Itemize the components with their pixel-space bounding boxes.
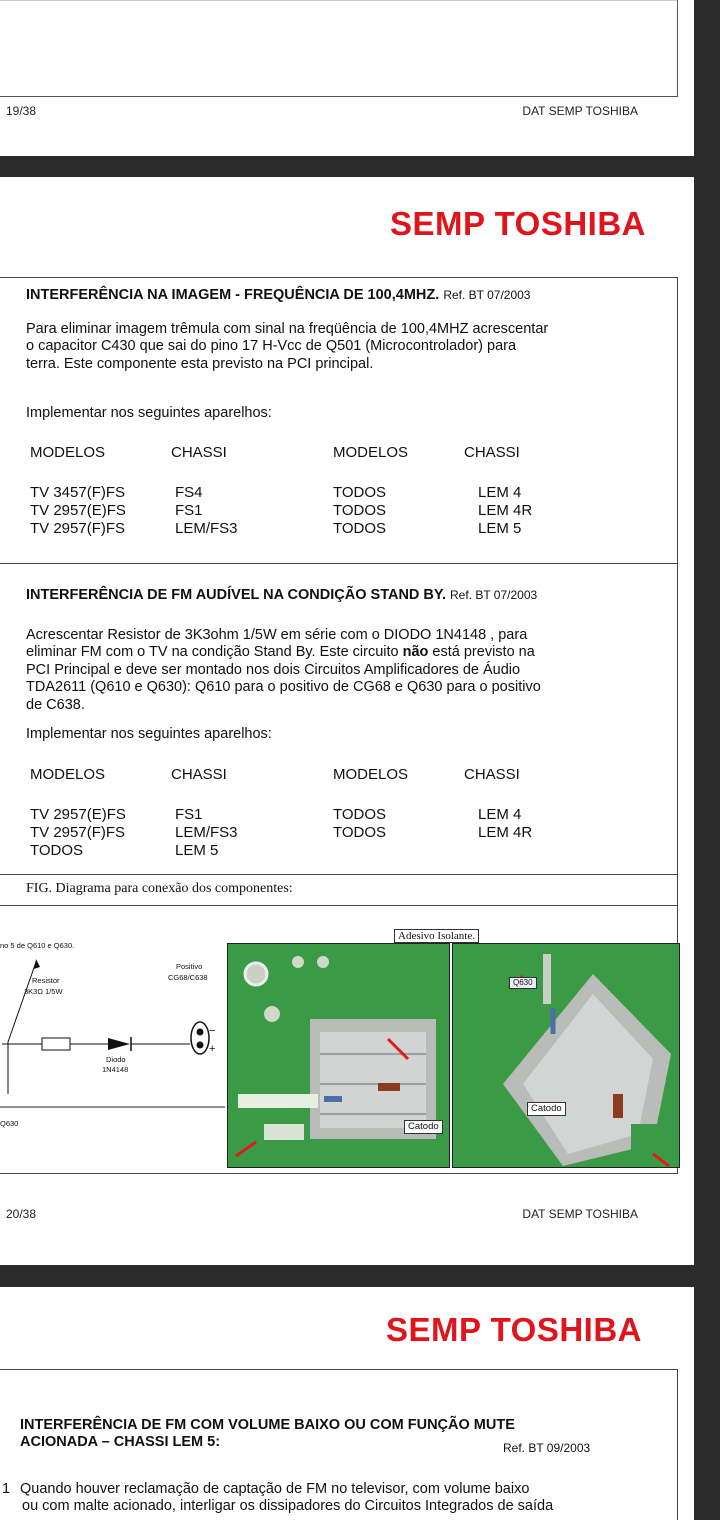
section-divider: [0, 563, 678, 564]
diode-label: Diodo: [106, 1055, 126, 1064]
pcb-photo-right: [452, 943, 680, 1168]
resistor-value: 3K3Ω 1/5W: [24, 987, 63, 996]
minus-sign: −: [209, 1025, 216, 1037]
list-number: 1: [2, 1481, 11, 1497]
resistor-label: Resistor: [32, 976, 60, 985]
pin-label: no 5 de Q610 e Q630.: [0, 941, 75, 950]
section-paragraph: Para eliminar imagem trêmula com sinal na freqüência de 100,4MHZ acrescentar o capacitor C430 que sai do pino 17 H-Vcc de Q501 (Microcontrolador) para terra. Este componente esta previsto na PCI principal.: [26, 321, 549, 372]
pcb-photo-left: [227, 943, 450, 1168]
implement-label: Implementar nos seguintes aparelhos:: [26, 405, 272, 421]
page-number: 19/38: [6, 104, 37, 118]
footer-company: DAT SEMP TOSHIBA: [522, 104, 638, 118]
q630-label: Q630: [0, 1119, 19, 1128]
section-paragraph: Quando houver reclamação de captação de FM no televisor, com volume baixo ou com malte acionado, interligar os dissipadores do Circuitos Integrados de saída: [20, 1481, 554, 1515]
adesivo-label: Adesivo Isolante.: [394, 929, 479, 943]
page-19: [0, 0, 694, 156]
capacitor-label: CG68/C638: [168, 973, 208, 982]
schematic-diagram: [0, 907, 225, 1137]
scrollbar[interactable]: [694, 0, 720, 1520]
implement-label: Implementar nos seguintes aparelhos:: [26, 726, 272, 742]
section-title: INTERFERÊNCIA NA IMAGEM - FREQUÊNCIA DE 100,4MHZ. Ref. BT 07/2003: [26, 287, 531, 303]
catodo-label: Catodo: [527, 1102, 566, 1116]
brand-logo: SEMP TOSHIBA: [390, 205, 646, 242]
footer-company: DAT SEMP TOSHIBA: [522, 1207, 638, 1221]
page-number: 20/38: [6, 1207, 37, 1221]
positivo-label: Positivo: [176, 962, 203, 971]
section-ref: Ref. BT 09/2003: [503, 1441, 591, 1455]
page-21: [0, 1287, 694, 1520]
catodo-label: Catodo: [404, 1120, 443, 1134]
section-title: INTERFERÊNCIA DE FM AUDÍVEL NA CONDIÇÃO STAND BY. Ref. BT 07/2003: [26, 587, 538, 603]
section-divider: [0, 874, 678, 875]
pcb-photo-right-drawing: [453, 944, 679, 1167]
q630-tag: Q630: [509, 977, 537, 989]
section-divider: [0, 905, 678, 906]
brand-logo: SEMP TOSHIBA: [386, 1311, 642, 1348]
page-20: SEMP TOSHIBA INTERFERÊNCIA NA IMAGEM - FREQUÊNCIA DE 100,4MHZ. Ref. BT 07/2003 Para eliminar imagem trêmula com sinal na freqüência de 100,4MHZ acrescentar o capacitor C430 que sai do pino 17 H-Vcc de Q501 (Microcontrolador) para terra. Este componente esta previsto na PCI principal. Implementar nos seguintes aparelhos: MODELOS CHASSI MODELOS CHASSI TV 3457(F)FS FS4 TODOS LEM 4 TV 2957(E)FS FS1 TODOS LEM 4R TV 2957(F)FS LEM/FS3 TODOS LEM 5 INTERFERÊNCIA DE FM AUDÍVEL NA CONDIÇÃO STAND BY. Ref. BT 07/2003 Acrescentar Resistor de 3K3ohm 1/5W em série com o DIODO 1N4148 , para eliminar FM com o TV na condição Stand By. Este circuito não está previsto na PCI Principal e deve ser montado nos dois Circuitos Amplificadores de Áudio TDA2611 (Q610 e Q630): Q610 para o positivo de CG68 e Q630 para o positivo de C638. Implementar nos seguintes aparelhos: MODELOS CHASSI MODELOS CHASSI TV 2957(E)FS FS1 TODOS LEM 4 TV 2957(F)FS LEM/FS3 TODOS LEM 4R TODOS LEM 5 FIG. Diagrama para conexão dos componentes: no 5 de Q610 e Q630. Resistor 3K3Ω 1/5W Positivo CG68/C638 Diodo 1N4148 Q630 − + Catodo Catodo Q630 Adesivo Isolante. 20/38 DAT SEMP TOSHIBA: [0, 177, 694, 1265]
section-paragraph: Acrescentar Resistor de 3K3ohm 1/5W em série com o DIODO 1N4148 , para eliminar FM com o TV na condição Stand By. Este circuito não está previsto na PCI Principal e deve ser montado nos dois Circuitos Amplificadores de Áudio TDA2611 (Q610 e Q630): Q610 para o positivo de CG68 e Q630 para o positivo de C638.: [26, 627, 541, 713]
diode-part: 1N4148: [102, 1065, 129, 1074]
figure-caption: FIG. Diagrama para conexão dos componentes:: [26, 881, 293, 896]
section-title: INTERFERÊNCIA DE FM COM VOLUME BAIXO OU COM FUNÇÃO MUTE ACIONADA – CHASSI LEM 5:: [20, 1417, 515, 1450]
plus-sign: +: [209, 1043, 216, 1055]
